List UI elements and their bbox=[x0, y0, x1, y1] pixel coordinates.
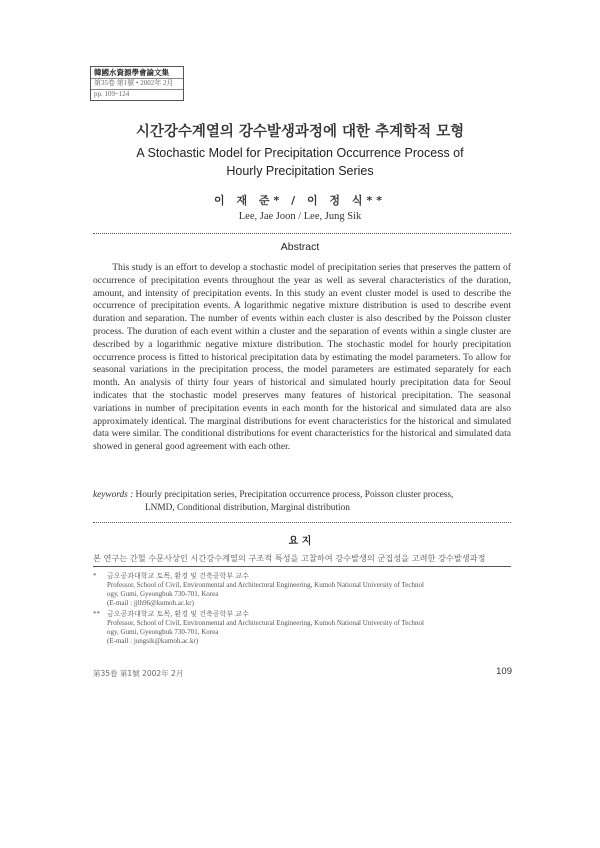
keywords bbox=[93, 489, 511, 515]
authors-korean: 이 재 준* / 이 정 식** bbox=[213, 194, 386, 207]
yoji-heading: 요 지 bbox=[288, 536, 312, 547]
keywords-line-2: LNMD, Conditional distribution, Marginal distribution bbox=[145, 502, 350, 513]
journal-name: 韓國水資源學會論文集 bbox=[91, 67, 183, 79]
footnote-author-2 bbox=[93, 610, 511, 646]
footnote-address: ogy, Gumi, Gyeongbuk 730-701, Korea bbox=[107, 590, 219, 598]
journal-volume: 第35卷 第1號 • 2002年 2月 bbox=[91, 79, 183, 90]
divider-bottom bbox=[93, 522, 511, 523]
footnote-author-1 bbox=[93, 572, 511, 608]
footnote-affiliation-ko: 금오공과대학교 토목, 환경 및 건축공학부 교수 bbox=[107, 610, 249, 618]
footnote-address: ogy, Gumi, Gyeongbuk 730-701, Korea bbox=[107, 628, 219, 636]
footnote-affiliation-en: Professor, School of Civil, Environmental and Architectural Engineering, Kumoh National University of Technol bbox=[107, 619, 424, 627]
abstract-heading: Abstract bbox=[280, 241, 320, 253]
footnote-mark: ** bbox=[93, 610, 100, 618]
footnote-email: (E-mail : jjlh96@kumoh.ac.kr) bbox=[107, 599, 194, 607]
footnote-affiliation-en: Professor, School of Civil, Environmental and Architectural Engineering, Kumoh National University of Technol bbox=[107, 581, 424, 589]
page-number: 109 bbox=[496, 666, 512, 677]
footnotes bbox=[93, 572, 511, 648]
title-english-line-1: A Stochastic Model for Precipitation Occurrence Process of bbox=[136, 146, 464, 160]
authors-english: Lee, Jae Joon / Lee, Jung Sik bbox=[238, 211, 362, 222]
keywords-line-1: Hourly precipitation series, Precipitation occurrence process, Poisson cluster process, bbox=[135, 490, 454, 500]
journal-info-box bbox=[90, 66, 184, 101]
journal-pages: pp. 109~124 bbox=[94, 90, 130, 98]
keywords-label: keywords : bbox=[93, 490, 134, 500]
abstract-paragraph: This study is an effort to develop a stochastic model of precipitation series that preserves the pattern of occurrence of precipitation events throughout the year as well as several characteristics of the duration, amount, and intensity of precipitation events. In this study an event cluster model is used to describe the occurrence of precipitation events. A logarithmic negative mixture distribution is used to describe event duration and separation. The number of events within each cluster is also described by the Poisson cluster process. The duration of each event within a cluster and the separation of events within a single cluster are described by a logarithmic negative mixture distribution. The stochastic model for hourly precipitation occurrence process is fitted to historical precipitation data by estimating the model parameters. To allow for seasonal variations in the precipitation process, the model parameters are estimated separately for each month. An analysis of thirty four years of historical and simulated hourly precipitation data for Seoul indicates that the stochastic model preserves many features of historical precipitation. The seasonal variations in number of precipitation events in each month for the historical and simulated data are also approximately identical. The marginal distributions for event characteristics for the historical and simulated data were similar. The conditional distributions for event characteristics for the historical and simulated data showed in general good agreement with each other. bbox=[93, 262, 511, 453]
abstract-body bbox=[93, 262, 511, 454]
title-korean: 시간강수계열의 강수발생과정에 대한 추계학적 모형 bbox=[135, 124, 465, 140]
yoji-first-line: 본 연구는 간헐 수문사상인 시간강수계열의 구조적 특성을 고찰하여 강수발생의 군집성을 고려한 강수발생과정 bbox=[93, 553, 511, 567]
footnote-email: (E-mail : jungsik@kumoh.ac.kr) bbox=[107, 637, 199, 645]
divider-top bbox=[93, 233, 511, 234]
footnote-affiliation-ko: 금오공과대학교 토목, 환경 및 건축공학부 교수 bbox=[107, 572, 249, 580]
title-english-line-2: Hourly Precipitation Series bbox=[226, 164, 374, 178]
title-english bbox=[130, 144, 470, 180]
footnote-mark: * bbox=[93, 572, 97, 580]
footer-journal-issue: 第35卷 第1號 2002年 2月 bbox=[93, 669, 184, 678]
